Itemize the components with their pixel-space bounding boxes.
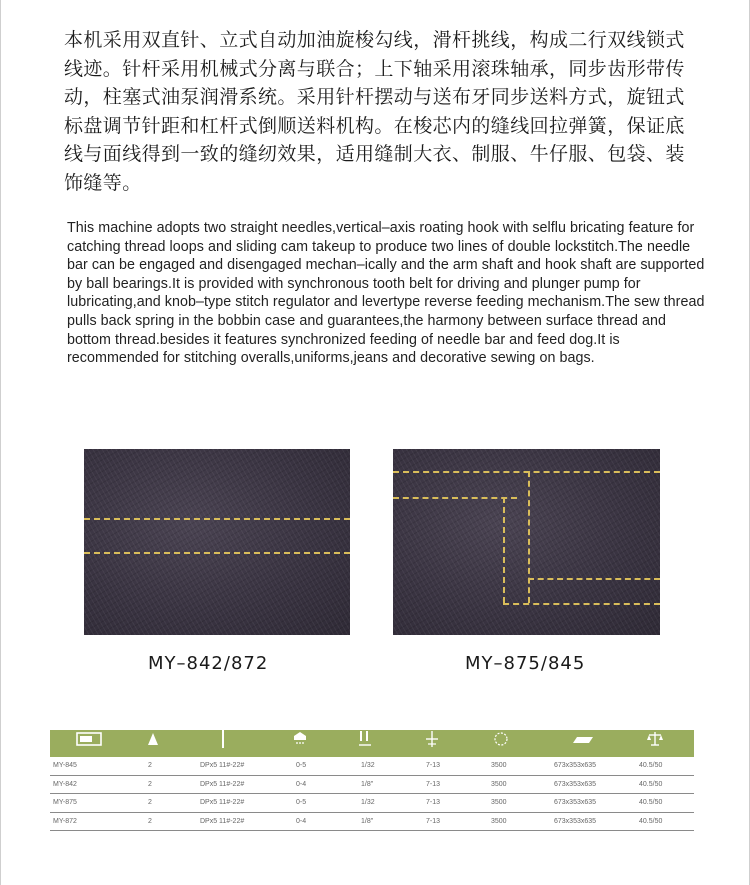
cell-size: 673x353x635 [554, 799, 597, 806]
stitch-line-outer-horizontal [393, 471, 660, 473]
cell-needle-gauge: 1/32 [361, 799, 375, 806]
speed-icon [490, 730, 512, 757]
cell-stitch-length: 0-4 [296, 817, 307, 825]
needle-count-icon [143, 730, 163, 757]
stitch-sample-corner-image [393, 449, 660, 635]
stitch-line-upper [84, 518, 350, 520]
stitch-sample-parallel-image [84, 449, 350, 635]
cell-needles: 2 [148, 762, 152, 769]
stitch-line-outer-vertical [528, 471, 530, 603]
model-label-2: MY–875/845 [465, 653, 586, 674]
cell-weight: 40.5/50 [639, 762, 663, 769]
cell-needle-system: DPx5 11#-22# [200, 817, 245, 825]
stitch-line-inner-horizontal [393, 497, 517, 499]
stitch-length-icon [290, 730, 310, 757]
cell-size: 673x353x635 [554, 780, 597, 788]
cell-model: MY-845 [53, 762, 77, 769]
cell-model: MY-872 [53, 817, 77, 825]
cell-stitch-length: 0-4 [296, 780, 307, 788]
cell-stitch-length: 0-5 [296, 762, 307, 769]
cell-needle-system: DPx5 11#-22# [200, 799, 245, 806]
cell-needle-gauge: 1/8" [361, 780, 374, 788]
stitch-line-bottom-inner [503, 603, 660, 605]
stitch-line-lower [84, 552, 350, 554]
cell-needles: 2 [148, 780, 152, 788]
cell-presser-lift: 7-13 [426, 762, 441, 769]
cell-needle-gauge: 1/8" [361, 817, 374, 825]
spec-table-header [50, 730, 694, 757]
table-row [50, 794, 694, 813]
cell-presser-lift: 7-13 [426, 799, 441, 806]
cell-weight: 40.5/50 [639, 799, 663, 806]
weight-icon [645, 730, 665, 757]
cell-speed: 3500 [491, 780, 507, 788]
cell-weight: 40.5/50 [639, 780, 663, 788]
table-row [50, 776, 694, 795]
cell-presser-lift: 7-13 [426, 817, 441, 825]
table-row [50, 813, 694, 832]
stitch-line-bottom-outer [528, 578, 660, 580]
cell-presser-lift: 7-13 [426, 780, 441, 788]
cell-weight: 40.5/50 [639, 817, 663, 825]
description-chinese: 本机采用双直针、立式自动加油旋梭勾线，滑杆挑线，构成二行双线锁式线迹。针杆采用机械式分离与联合；上下轴采用滚珠轴承，同步齿形带传动，柱塞式油泵润滑系统。采用针杆摆动与送布牙同步送料方式，旋钮式标盘调节针距和杠杆式倒顺送料机构。在梭芯内的缝线回拉弹簧，保证底线与面线得到一致的缝纫效果，适用缝制大衣、制服、牛仔服、包袋、装饰缝等。 [64, 29, 685, 194]
cell-size: 673x353x635 [554, 762, 597, 769]
description-english: This machine adopts two straight needles,vertical–axis roating hook with selflu bricating feature for catching thread loops and sliding cam takeup to produce two lines of double lockstitch.The needle bar can be engaged and disengaged mechan–ically and the arm shaft and hook shaft are supported by ball bearings.It is provided with synchronous tooth belt for driving and plunger pump for lubricating,and knob–type stitch regulator and levertype reverse feeding mechanism.The sew thread pulls back spring in the bobbin case and guarantees,the harmony between surface thread and bottom thread.besides it features synchronized feeding of needle bar and feed dog.It is recommended for stitching overalls,uniforms,jeans and decorative sewing on bags. [67, 220, 705, 367]
stitch-line-inner-vertical [503, 497, 505, 603]
cell-speed: 3500 [491, 799, 507, 806]
cell-speed: 3500 [491, 817, 507, 825]
cell-speed: 3500 [491, 762, 507, 769]
cell-model: MY-875 [53, 799, 77, 806]
cell-needle-system: DPx5 11#-22# [200, 762, 245, 769]
spec-table [50, 730, 694, 831]
presser-lift-icon [355, 730, 375, 757]
cell-model: MY-842 [53, 780, 77, 788]
cell-stitch-length: 0-5 [296, 799, 307, 806]
machine-icon [74, 730, 104, 757]
needle-icon [217, 730, 229, 757]
thread-tension-icon [422, 730, 442, 757]
cell-needle-system: DPx5 11#-22# [200, 780, 245, 788]
cell-needles: 2 [148, 799, 152, 806]
cell-needle-gauge: 1/32 [361, 762, 375, 769]
cell-size: 673x353x635 [554, 817, 597, 825]
model-label-1: MY–842/872 [148, 653, 269, 674]
table-size-icon [569, 730, 597, 757]
cell-needles: 2 [148, 817, 152, 825]
table-row [50, 757, 694, 776]
